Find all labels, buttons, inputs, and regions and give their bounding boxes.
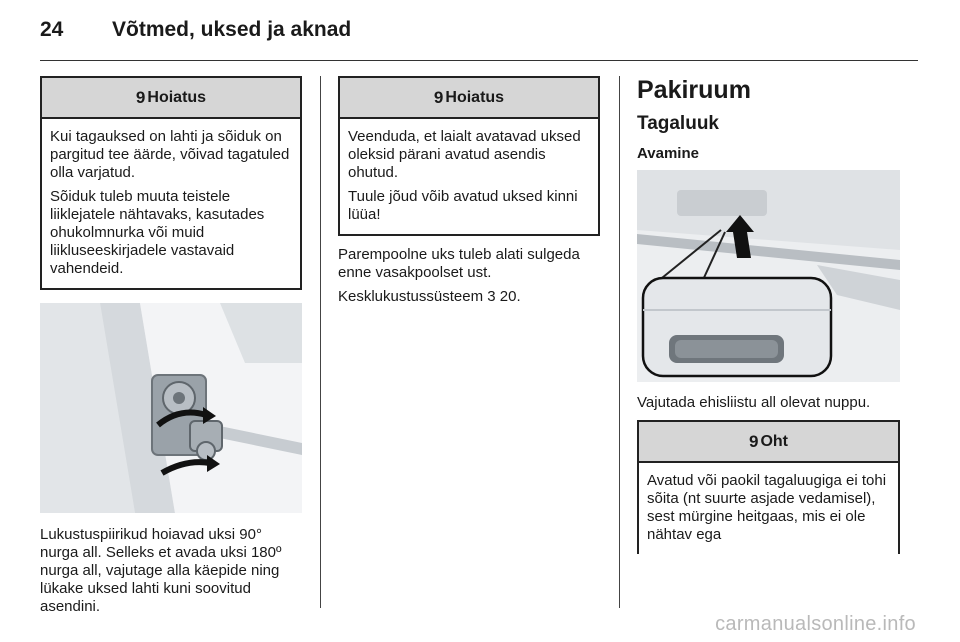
warning-paragraph: Kui tagauksed on lahti ja sõiduk on pargitud tee äärde, võivad tagatuled olla varjatud. bbox=[50, 128, 290, 181]
column-1 bbox=[40, 76, 302, 622]
warning-title: Hoiatus bbox=[147, 88, 207, 106]
body-paragraph: Parempoolne uks tuleb alati sulgeda enne vasakpoolset ust. bbox=[338, 246, 580, 281]
column-3 bbox=[637, 76, 900, 554]
warning-paragraph: Sõiduk tuleb muuta teistele liiklejatele nähtavaks, kasutades ohukolmnurka või muid liikluseeskirjadele vastavaid vahendeid. bbox=[50, 188, 265, 277]
reference-text: Kesklukustussüsteem bbox=[338, 288, 484, 305]
column-2 bbox=[338, 76, 600, 312]
warning-title: Hoiatus bbox=[445, 88, 505, 106]
danger-header bbox=[639, 422, 898, 463]
image-caption: Vajutada ehisliistu all olevat nuppu. bbox=[637, 394, 871, 411]
danger-paragraph: Avatud või paokil tagaluugiga ei tohi sõita (nt suurte asjade vedamisel), sest mürgine heitgaas, mis ei ole nähtav ega bbox=[647, 472, 887, 543]
section-title: Pakiruum bbox=[637, 76, 751, 104]
warning-box-1 bbox=[40, 76, 302, 290]
subsection-title: Tagaluuk bbox=[637, 113, 719, 134]
reference-page: 20. bbox=[499, 288, 521, 305]
subsubsection-title: Avamine bbox=[637, 145, 699, 162]
warning-header bbox=[42, 78, 300, 119]
page-number: 24 bbox=[40, 18, 64, 41]
chapter-title: Võtmed, uksed ja aknad bbox=[112, 18, 352, 41]
image-caption: Lukustuspiirikud hoiavad uksi 90° nurga all. Selleks et avada uksi 180º nurga all, vajutage alla käepide ning lükake uksed lahti kuni soovitud asendini. bbox=[40, 526, 282, 615]
warning-icon: 9 bbox=[433, 87, 444, 107]
page-header bbox=[40, 18, 351, 42]
warning-paragraph: Tuule jõud võib avatud uksed kinni lüüa! bbox=[348, 188, 578, 223]
watermark: carmanualsonline.info bbox=[715, 613, 916, 635]
warning-icon: 9 bbox=[748, 431, 759, 451]
door-check-strap-image bbox=[40, 303, 302, 513]
warning-box-2 bbox=[338, 76, 600, 236]
warning-paragraph: Veenduda, et laialt avatavad uksed oleksid pärani avatud asendis ohutud. bbox=[348, 128, 581, 181]
cross-reference[interactable] bbox=[338, 288, 600, 306]
danger-title: Oht bbox=[760, 432, 788, 450]
warning-header bbox=[340, 78, 598, 119]
header-rule bbox=[40, 60, 918, 61]
tailgate-button-image bbox=[637, 170, 900, 382]
warning-icon: 9 bbox=[135, 87, 146, 107]
reference-arrow-icon: 3 bbox=[487, 288, 496, 305]
column-divider-2 bbox=[619, 76, 620, 608]
danger-box bbox=[637, 420, 900, 554]
column-divider-1 bbox=[320, 76, 321, 608]
